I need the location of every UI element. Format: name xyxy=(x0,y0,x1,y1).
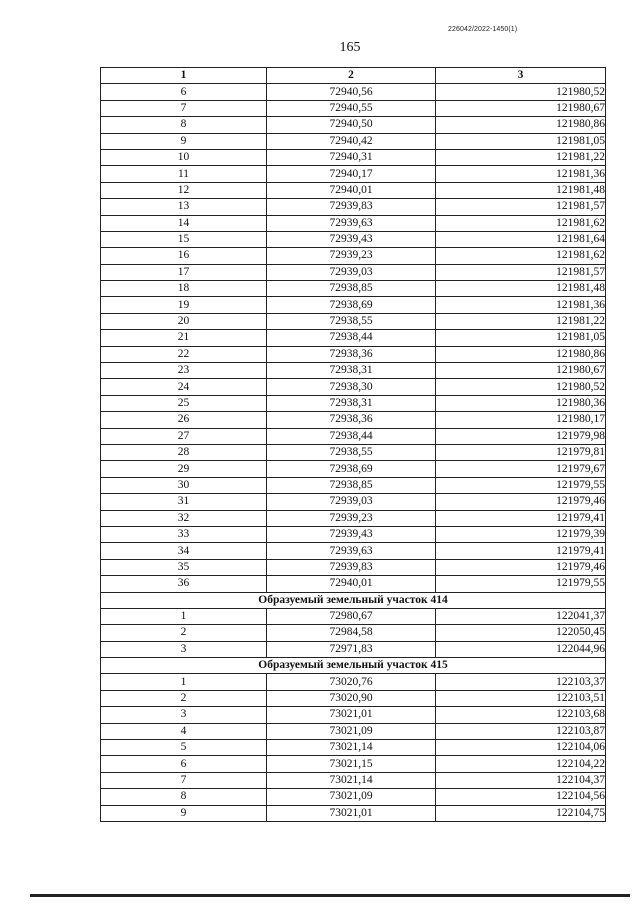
point-number-cell: 2 xyxy=(101,625,267,641)
x-coordinate-cell: 72940,50 xyxy=(267,117,436,133)
point-number-cell: 19 xyxy=(101,297,267,313)
point-number-cell: 18 xyxy=(101,281,267,297)
y-coordinate-cell: 122103,51 xyxy=(436,690,606,706)
table-row xyxy=(101,199,606,215)
point-number-cell: 1 xyxy=(101,608,267,624)
table-row xyxy=(101,608,606,624)
y-coordinate-cell: 121981,36 xyxy=(436,166,606,182)
y-coordinate-cell: 122103,68 xyxy=(436,707,606,723)
table-row xyxy=(101,690,606,706)
x-coordinate-cell: 72939,03 xyxy=(267,494,436,510)
x-coordinate-cell: 72940,42 xyxy=(267,133,436,149)
point-number-cell: 3 xyxy=(101,641,267,657)
table-row xyxy=(101,281,606,297)
x-coordinate-cell: 73021,14 xyxy=(267,740,436,756)
y-coordinate-cell: 121981,48 xyxy=(436,182,606,198)
table-row xyxy=(101,182,606,198)
table-row xyxy=(101,264,606,280)
table-row xyxy=(101,543,606,559)
x-coordinate-cell: 73021,01 xyxy=(267,805,436,821)
point-number-cell: 1 xyxy=(101,674,267,690)
point-number-cell: 30 xyxy=(101,477,267,493)
x-coordinate-cell: 72939,03 xyxy=(267,264,436,280)
point-number-cell: 6 xyxy=(101,756,267,772)
x-coordinate-cell: 72940,17 xyxy=(267,166,436,182)
y-coordinate-cell: 121981,64 xyxy=(436,231,606,247)
point-number-cell: 9 xyxy=(101,805,267,821)
point-number-cell: 32 xyxy=(101,510,267,526)
point-number-cell: 29 xyxy=(101,461,267,477)
point-number-cell: 12 xyxy=(101,182,267,198)
x-coordinate-cell: 72939,83 xyxy=(267,199,436,215)
y-coordinate-cell: 122044,96 xyxy=(436,641,606,657)
column-header-3: 3 xyxy=(436,68,606,84)
point-number-cell: 23 xyxy=(101,363,267,379)
point-number-cell: 26 xyxy=(101,412,267,428)
point-number-cell: 11 xyxy=(101,166,267,182)
x-coordinate-cell: 72938,55 xyxy=(267,313,436,329)
y-coordinate-cell: 121980,17 xyxy=(436,412,606,428)
point-number-cell: 7 xyxy=(101,772,267,788)
y-coordinate-cell: 121981,57 xyxy=(436,199,606,215)
x-coordinate-cell: 72938,36 xyxy=(267,346,436,362)
table-row xyxy=(101,526,606,542)
y-coordinate-cell: 121980,86 xyxy=(436,346,606,362)
table-row xyxy=(101,789,606,805)
point-number-cell: 3 xyxy=(101,707,267,723)
point-number-cell: 16 xyxy=(101,248,267,264)
x-coordinate-cell: 72938,36 xyxy=(267,412,436,428)
x-coordinate-cell: 72938,31 xyxy=(267,363,436,379)
y-coordinate-cell: 121981,05 xyxy=(436,330,606,346)
y-coordinate-cell: 121980,52 xyxy=(436,84,606,100)
section-title: Образуемый земельный участок 414 xyxy=(101,592,606,608)
table-row xyxy=(101,772,606,788)
x-coordinate-cell: 72938,30 xyxy=(267,379,436,395)
x-coordinate-cell: 72939,43 xyxy=(267,526,436,542)
point-number-cell: 14 xyxy=(101,215,267,231)
table-row xyxy=(101,510,606,526)
table-row xyxy=(101,641,606,657)
x-coordinate-cell: 72971,83 xyxy=(267,641,436,657)
x-coordinate-cell: 72938,44 xyxy=(267,428,436,444)
table-row xyxy=(101,707,606,723)
y-coordinate-cell: 121980,67 xyxy=(436,100,606,116)
section-header-row xyxy=(101,592,606,608)
y-coordinate-cell: 121981,62 xyxy=(436,215,606,231)
x-coordinate-cell: 72980,67 xyxy=(267,608,436,624)
table-row xyxy=(101,412,606,428)
x-coordinate-cell: 72938,55 xyxy=(267,444,436,460)
y-coordinate-cell: 121980,36 xyxy=(436,395,606,411)
point-number-cell: 6 xyxy=(101,84,267,100)
x-coordinate-cell: 72940,01 xyxy=(267,576,436,592)
y-coordinate-cell: 121979,46 xyxy=(436,494,606,510)
document-number: 226042/2022-1450(1) xyxy=(448,26,518,33)
x-coordinate-cell: 72939,63 xyxy=(267,543,436,559)
y-coordinate-cell: 122104,75 xyxy=(436,805,606,821)
table-row xyxy=(101,756,606,772)
point-number-cell: 10 xyxy=(101,149,267,165)
point-number-cell: 8 xyxy=(101,117,267,133)
point-number-cell: 25 xyxy=(101,395,267,411)
x-coordinate-cell: 73020,90 xyxy=(267,690,436,706)
x-coordinate-cell: 72939,23 xyxy=(267,248,436,264)
table-row xyxy=(101,674,606,690)
point-number-cell: 20 xyxy=(101,313,267,329)
y-coordinate-cell: 122104,56 xyxy=(436,789,606,805)
x-coordinate-cell: 73021,09 xyxy=(267,789,436,805)
x-coordinate-cell: 72938,44 xyxy=(267,330,436,346)
table-row xyxy=(101,346,606,362)
table-row xyxy=(101,559,606,575)
y-coordinate-cell: 121981,05 xyxy=(436,133,606,149)
x-coordinate-cell: 72938,85 xyxy=(267,477,436,493)
point-number-cell: 5 xyxy=(101,740,267,756)
point-number-cell: 21 xyxy=(101,330,267,346)
x-coordinate-cell: 73021,01 xyxy=(267,707,436,723)
table-header-row xyxy=(101,68,606,84)
bottom-rule xyxy=(30,894,630,897)
x-coordinate-cell: 73020,76 xyxy=(267,674,436,690)
y-coordinate-cell: 121979,98 xyxy=(436,428,606,444)
y-coordinate-cell: 121979,46 xyxy=(436,559,606,575)
y-coordinate-cell: 121981,57 xyxy=(436,264,606,280)
y-coordinate-cell: 121980,86 xyxy=(436,117,606,133)
section-title: Образуемый земельный участок 415 xyxy=(101,658,606,674)
x-coordinate-cell: 72984,58 xyxy=(267,625,436,641)
point-number-cell: 4 xyxy=(101,723,267,739)
point-number-cell: 8 xyxy=(101,789,267,805)
table-row xyxy=(101,444,606,460)
table-row xyxy=(101,805,606,821)
y-coordinate-cell: 121979,81 xyxy=(436,444,606,460)
table-row xyxy=(101,363,606,379)
y-coordinate-cell: 122103,87 xyxy=(436,723,606,739)
table-row xyxy=(101,330,606,346)
x-coordinate-cell: 72940,55 xyxy=(267,100,436,116)
x-coordinate-cell: 72940,31 xyxy=(267,149,436,165)
table-row xyxy=(101,100,606,116)
table-row xyxy=(101,84,606,100)
y-coordinate-cell: 121981,48 xyxy=(436,281,606,297)
point-number-cell: 15 xyxy=(101,231,267,247)
x-coordinate-cell: 72939,83 xyxy=(267,559,436,575)
y-coordinate-cell: 121979,55 xyxy=(436,477,606,493)
table-row xyxy=(101,297,606,313)
point-number-cell: 31 xyxy=(101,494,267,510)
x-coordinate-cell: 72938,31 xyxy=(267,395,436,411)
table-row xyxy=(101,576,606,592)
table-row xyxy=(101,723,606,739)
point-number-cell: 35 xyxy=(101,559,267,575)
y-coordinate-cell: 121979,55 xyxy=(436,576,606,592)
y-coordinate-cell: 122041,37 xyxy=(436,608,606,624)
table-row xyxy=(101,625,606,641)
y-coordinate-cell: 121981,36 xyxy=(436,297,606,313)
point-number-cell: 7 xyxy=(101,100,267,116)
x-coordinate-cell: 73021,14 xyxy=(267,772,436,788)
x-coordinate-cell: 73021,15 xyxy=(267,756,436,772)
y-coordinate-cell: 121981,22 xyxy=(436,149,606,165)
table-row xyxy=(101,494,606,510)
x-coordinate-cell: 72938,69 xyxy=(267,297,436,313)
y-coordinate-cell: 121979,39 xyxy=(436,526,606,542)
point-number-cell: 34 xyxy=(101,543,267,559)
x-coordinate-cell: 72940,56 xyxy=(267,84,436,100)
x-coordinate-cell: 72938,69 xyxy=(267,461,436,477)
point-number-cell: 24 xyxy=(101,379,267,395)
table-row xyxy=(101,313,606,329)
table-row xyxy=(101,248,606,264)
x-coordinate-cell: 72939,63 xyxy=(267,215,436,231)
y-coordinate-cell: 122104,22 xyxy=(436,756,606,772)
y-coordinate-cell: 121980,52 xyxy=(436,379,606,395)
y-coordinate-cell: 121980,67 xyxy=(436,363,606,379)
point-number-cell: 22 xyxy=(101,346,267,362)
y-coordinate-cell: 122104,06 xyxy=(436,740,606,756)
y-coordinate-cell: 121979,41 xyxy=(436,543,606,559)
table-row xyxy=(101,461,606,477)
point-number-cell: 36 xyxy=(101,576,267,592)
y-coordinate-cell: 122050,45 xyxy=(436,625,606,641)
section-header-row xyxy=(101,658,606,674)
y-coordinate-cell: 121981,62 xyxy=(436,248,606,264)
point-number-cell: 9 xyxy=(101,133,267,149)
coordinates-table xyxy=(100,67,606,822)
y-coordinate-cell: 122104,37 xyxy=(436,772,606,788)
point-number-cell: 2 xyxy=(101,690,267,706)
table-row xyxy=(101,133,606,149)
point-number-cell: 13 xyxy=(101,199,267,215)
y-coordinate-cell: 122103,37 xyxy=(436,674,606,690)
x-coordinate-cell: 72938,85 xyxy=(267,281,436,297)
table-row xyxy=(101,740,606,756)
x-coordinate-cell: 72939,43 xyxy=(267,231,436,247)
table-row xyxy=(101,149,606,165)
x-coordinate-cell: 72939,23 xyxy=(267,510,436,526)
y-coordinate-cell: 121979,67 xyxy=(436,461,606,477)
point-number-cell: 28 xyxy=(101,444,267,460)
table-row xyxy=(101,395,606,411)
column-header-2: 2 xyxy=(267,68,436,84)
x-coordinate-cell: 73021,09 xyxy=(267,723,436,739)
y-coordinate-cell: 121981,22 xyxy=(436,313,606,329)
x-coordinate-cell: 72940,01 xyxy=(267,182,436,198)
table-row xyxy=(101,231,606,247)
point-number-cell: 17 xyxy=(101,264,267,280)
page-number: 165 xyxy=(339,40,361,55)
column-header-1: 1 xyxy=(101,68,267,84)
point-number-cell: 27 xyxy=(101,428,267,444)
y-coordinate-cell: 121979,41 xyxy=(436,510,606,526)
table-row xyxy=(101,117,606,133)
table-row xyxy=(101,428,606,444)
table-row xyxy=(101,477,606,493)
point-number-cell: 33 xyxy=(101,526,267,542)
table-row xyxy=(101,215,606,231)
table-row xyxy=(101,379,606,395)
table-row xyxy=(101,166,606,182)
